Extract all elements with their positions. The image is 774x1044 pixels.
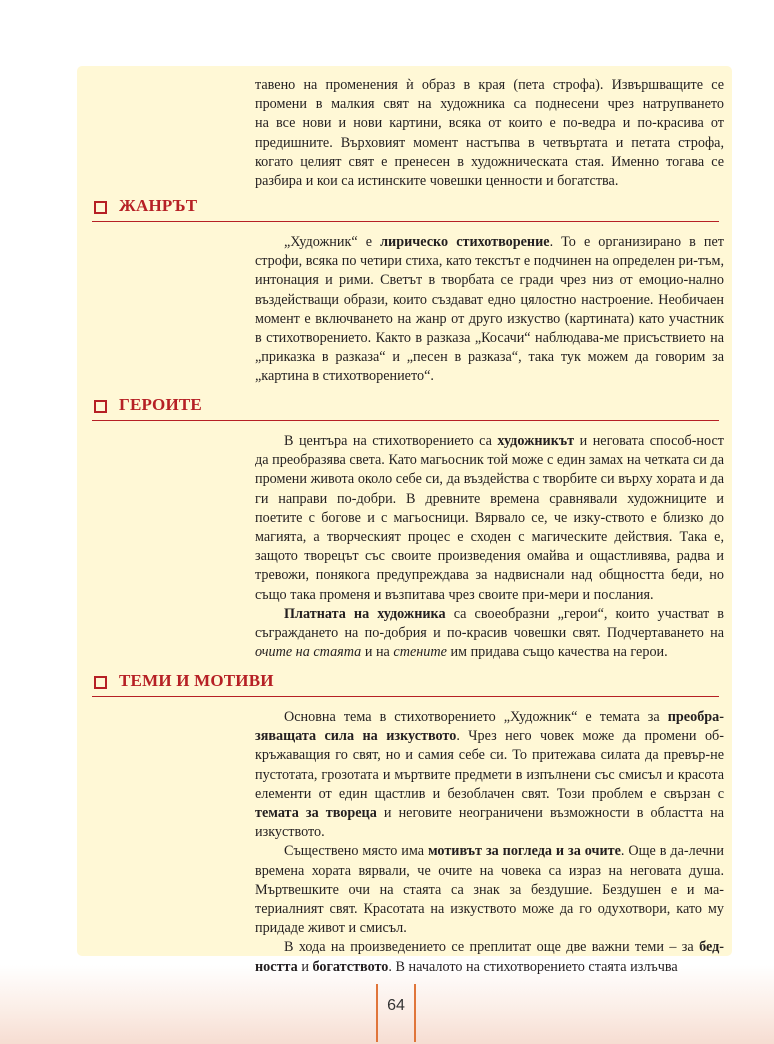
themes-paragraph: Основна тема в стихотворението „Художник“ е темата за преобра-зяващата сила на изкуството. Чрез него човек може да промени об-кръжаващия го свят, но и самия себе си. То притежава силата да превър-не пустотата, грозотата и мъртвите предмети в изпълнени със смисъл и красота елементи от един щастлив и безоблачен свят. Този проблем е свързан с темата за твореца и неговите неограничени възможности в областта на изкуството. [255, 709, 724, 841]
themes-paragraph: В хода на произведението се преплитат още две важни теми – за бед-ността и богатството. В началото на стихотворението стаята излъчва [255, 939, 724, 975]
intro-line: предишните. Върховият момент настъпва в четвъртата и петата строфа, [255, 134, 724, 151]
section-title: ГЕРОИТЕ [119, 395, 202, 414]
heroes-paragraph: Платната на художника са своеобразни „герои“, които участват в съграждането на по-добрия и по-красив човешки свят. Подчертаването на очите на стаята и на стените им придава също качества на герои. [255, 605, 724, 661]
heroes-text [255, 432, 724, 662]
genre-text [255, 233, 724, 387]
intro-paragraph [255, 76, 724, 191]
section-heading-heroes [92, 394, 719, 421]
square-bullet-icon [94, 400, 107, 413]
section-heading-themes [92, 670, 719, 697]
intro-line: промени в малкия свят на художника са поднесени чрез натрупването [255, 96, 724, 113]
square-bullet-icon [94, 201, 107, 214]
page-number-label: 64 [387, 997, 405, 1014]
page-number [376, 984, 416, 1042]
themes-text [255, 708, 724, 977]
section-title: ТЕМИ И МОТИВИ [119, 671, 274, 690]
intro-line: когато целият свят е пренесен в художническата стая. Именно тогава се [255, 153, 724, 170]
genre-paragraph: „Художник“ е лирическо стихотворение. То е организирано в пет строфи, всяка по четири стиха, като текстът е подчинен на определен ри-тъм, интонация и рими. Светът в творбата се гради чрез низ от емоцио-нално въздействащи образи, които създават едно цялостно настроение. Необичаен момент е включването на жанр от друго изкуство (картината) като участник в стихотворението. Както в разказа „Косачи“ наблюдава-ме присъствието на „приказка в разказа“ и „песен в разказа“, така тук можем да говорим за „картина в стихотворението“. [255, 234, 724, 385]
intro-line: тавено на променения ѝ образ в края (пета строфа). Извършващите се [255, 77, 724, 93]
section-title: ЖАНРЪТ [119, 196, 198, 215]
section-heading-genre [92, 195, 719, 222]
themes-paragraph: Съществено място има мотивът за погледа и за очите. Още в да-лечни времена хората вярвали, че очите на човека са израз на неговата душа. Мъртвешките очи на стаята са знак за бездушие. Бездушен е и ма-териалният свят. Красотата на изкуството може да го одухотвори, като му придаде живот и смисъл. [255, 843, 724, 937]
heroes-paragraph: В центъра на стихотворението са художникът и неговата способ-ност да преобразява света. Като магьосник той може с един замах на четката си да промени живота около себе си, да въздейства с творбите си върху хората и да ги направи по-добри. В древните времена сравнявали художниците и поетите с богове и с магьосници. Вярвало се, че изку-ството е близко до магията, а творческият процес е сходен с магическите действия. Така е, защото творецът със своите произведения омайва и ощастливява, радва и тревожи, понякога предупреждава за надвиснали над общността беди, но също така променя и възпитава чрез своите при-мери и послания. [255, 433, 724, 603]
intro-line: на все нови и нови картини, всяка от които е по-ведра и по-красива от [255, 115, 724, 132]
intro-line: разбира и кои са истинските човешки ценности и богатства. [255, 173, 619, 190]
square-bullet-icon [94, 676, 107, 689]
